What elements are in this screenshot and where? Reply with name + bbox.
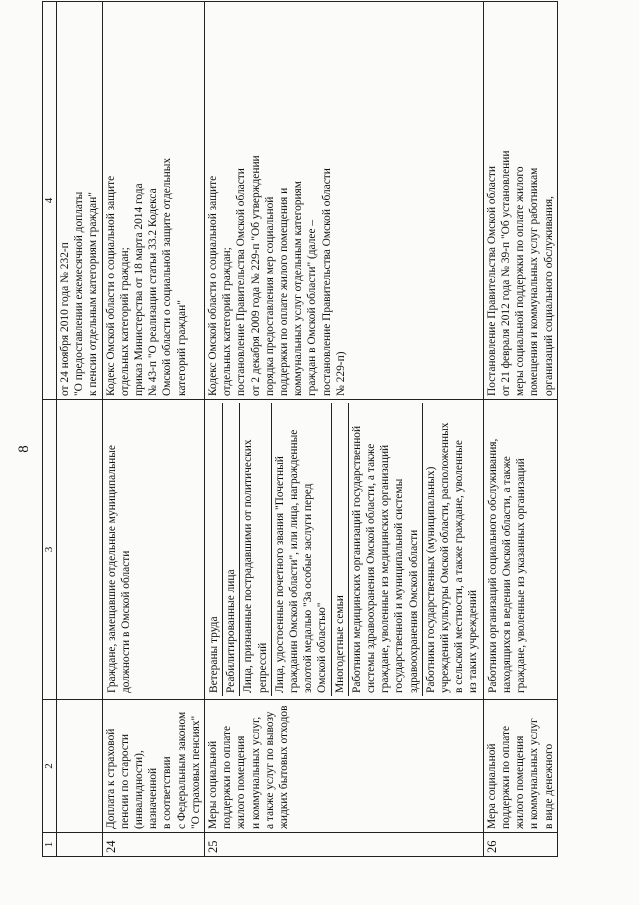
row-number: 25 [205, 833, 484, 857]
recipient-line: репрессий [256, 642, 269, 693]
measure-name-line: поддержки по оплате [221, 725, 234, 829]
header-col-3: 3 [43, 400, 57, 700]
legal-basis-line: Омской области о социальной защите отдельных [161, 157, 174, 396]
recipient-line: здравоохранения Омской области [407, 529, 420, 693]
recipient-line: Работники организаций социального обслуживания, [486, 438, 499, 693]
legal-basis-cell [102, 2, 204, 400]
recipient-line: Ветераны труда [208, 616, 221, 693]
header-col-1: 1 [43, 833, 57, 857]
recipient-category [206, 403, 222, 696]
legal-basis-line: граждан в Омской области" (далее – [306, 219, 319, 396]
recipient-line: в сельской местности, а также граждане, уволенные [453, 440, 466, 693]
recipient-line: Работники государственных (муниципальных) [424, 466, 437, 693]
row-number: 26 [483, 833, 557, 857]
legal-basis-line: Кодекс Омской области о социальной защите [104, 175, 117, 396]
table-row [57, 2, 103, 857]
legal-basis-cell [57, 2, 103, 400]
measure-name-line: назначенной [147, 767, 160, 829]
legal-basis-cell [205, 2, 484, 400]
recipient-category [485, 403, 530, 696]
recipient-line: Омской областью" [316, 602, 329, 693]
recipient-line: Работники медицинских организаций государственной [350, 425, 363, 693]
legal-basis-line: от 21 февраля 2012 года № 39-п "Об установлении [499, 150, 512, 396]
legal-basis-line: Постановление Правительства Омской области [485, 166, 498, 396]
recipient-line: Лица, признанные пострадавшими от политических [242, 439, 255, 693]
recipient-category [104, 403, 134, 696]
recipient-line: граждане, уволенные из указанных организаций [515, 458, 528, 693]
recipient-line: Реабилитированные лица [225, 569, 238, 693]
recipient-category [271, 403, 331, 696]
recipient-category [331, 403, 348, 696]
measure-name-line: пенсии по старости [118, 733, 131, 829]
legal-basis-line: от 2 декабря 2009 года № 229-п "Об утверждении [249, 155, 262, 396]
recipient-line: Лица, удостоенные почетного звания "Почетный [273, 456, 286, 693]
legal-basis-cell [483, 2, 557, 400]
recipient-category [239, 403, 270, 696]
legal-basis-line: помещения и коммунальных услуг работникам [528, 167, 541, 396]
legal-basis-line: № 43-п "О реализации статьи 33.2 Кодекса [147, 188, 160, 396]
benefits-table [42, 1, 558, 857]
measure-name-cell [57, 700, 103, 833]
table-header-row [43, 2, 57, 857]
recipient-line: граждане, уволенные из медицинских организаций [379, 444, 392, 693]
recipient-line: должности в Омской области [119, 550, 132, 693]
measure-name-line: а также услуг по вывозу [263, 711, 276, 829]
measure-name-line: поддержки по оплате [499, 725, 512, 829]
recipient-category [348, 403, 422, 696]
page-number: 8 [16, 445, 32, 453]
measure-name-line: "О страховых пенсиях" [189, 715, 202, 829]
measure-name-line: Доплата к страховой [104, 728, 117, 829]
measure-name-line: жилого помещения [235, 735, 248, 829]
measure-name-line: Мера социальной [485, 743, 498, 829]
measure-name-line: (инвалидности), [133, 750, 146, 829]
recipient-line: Граждане, замещавшие отдельные муниципальные [105, 445, 118, 693]
legal-basis-line: отдельных категорий граждан; [118, 247, 131, 396]
table-row [205, 2, 484, 857]
legal-basis-line: поддержки по оплате жилого помещения и [278, 187, 291, 396]
recipient-category [222, 403, 239, 696]
legal-basis-line: коммунальных услуг отдельным категориям [292, 180, 305, 396]
recipient-line: из таких учреждений [467, 590, 480, 693]
row-number [57, 833, 103, 857]
row-number: 24 [102, 833, 204, 857]
measure-name-cell [102, 700, 204, 833]
measure-name-line: в соответствии [161, 756, 174, 829]
measure-name-cell [483, 700, 557, 833]
recipients-cell [483, 400, 557, 700]
legal-basis-line: отдельных категорий граждан; [221, 247, 234, 396]
legal-basis-line: № 229-п) [334, 351, 347, 396]
recipients-cell [102, 400, 204, 700]
measure-name-line: в виде денежного [542, 743, 555, 829]
measure-name-line: Меры социальной [207, 740, 220, 829]
measure-name-line: жидких бытовых отходов [278, 705, 291, 829]
measure-name-line: жилого помещения [514, 735, 527, 829]
legal-basis-line: категорий граждан" [175, 300, 188, 396]
measure-name-line: и коммунальных услуг [528, 718, 541, 829]
recipients-cell [205, 400, 484, 700]
recipient-line: находящихся в ведении Омской области, а также [500, 456, 513, 693]
measure-name-cell [205, 700, 484, 833]
recipients-cell [57, 400, 103, 700]
legal-basis-line: постановление Правительства Омской области [235, 168, 248, 396]
recipient-line: Многодетные семьи [333, 595, 346, 693]
legal-basis-line: меры социальной поддержки по оплате жилого [514, 166, 527, 396]
table-body [57, 2, 558, 857]
table-row [102, 2, 204, 857]
header-col-2: 2 [43, 700, 57, 833]
legal-basis-line: порядка предоставления мер социальной [263, 196, 276, 396]
legal-basis-line: Кодекс Омской области о социальной защите [207, 175, 220, 396]
legal-basis-line: к пенсии отдельным категориям граждан" [87, 192, 100, 396]
recipient-category [422, 403, 482, 696]
recipient-line: государственной и муниципальной системы [393, 478, 406, 693]
legal-basis-line: организаций социального обслуживания, [542, 195, 555, 396]
legal-basis-line: приказ Министерства от 18 марта 2014 года [133, 183, 146, 396]
table-row [483, 2, 557, 857]
legal-basis-line: от 24 ноября 2010 года № 232-п [59, 242, 71, 396]
legal-basis-line: постановление Правительства Омской области [320, 168, 333, 396]
recipient-line: золотой медалью "За особые заслуги перед [302, 483, 315, 693]
recipient-line: системы здравоохранения Омской области, а также [365, 443, 378, 693]
legal-basis-line: "О предоставлении ежемесячной доплаты [73, 191, 86, 396]
measure-name-line: и коммунальных услуг, [249, 716, 262, 829]
measure-name-line: с Федеральным законом [175, 711, 188, 829]
recipient-line: учреждений культуры Омской области, расположенных [439, 422, 452, 693]
header-col-4: 4 [43, 2, 57, 400]
recipient-line: гражданин Омской области", или лица, награжденные [288, 429, 301, 693]
